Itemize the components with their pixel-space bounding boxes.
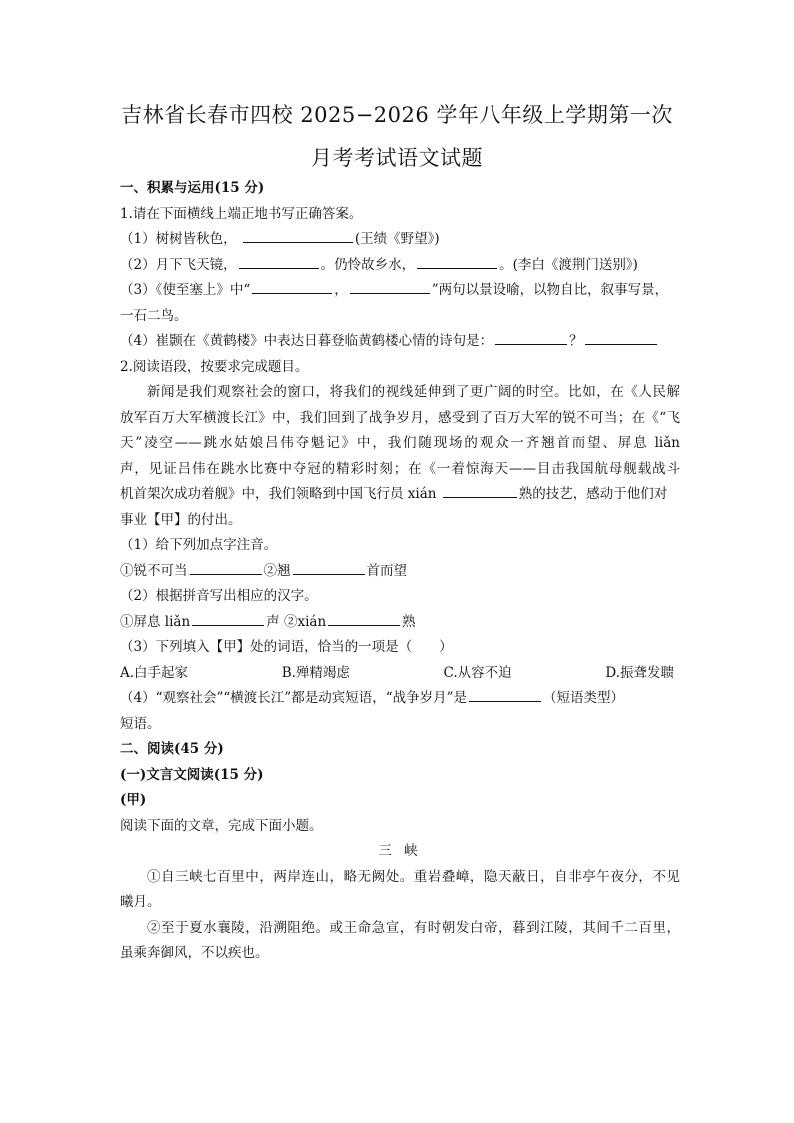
answer-blank[interactable] — [293, 560, 365, 575]
answer-blank[interactable] — [495, 330, 567, 345]
subquestion-4-cont: 短语。 — [120, 715, 161, 732]
answer-blank[interactable] — [252, 279, 332, 294]
subquestion-text: 熟 — [402, 613, 416, 630]
subquestion-text: 声 ②xián — [266, 613, 327, 630]
subquestion-text: 首而望 — [366, 562, 407, 579]
classical-text-line: 虽乘奔御风，不以疾也。 — [120, 945, 269, 961]
subquestion-text: ①屏息 liǎn — [120, 613, 191, 630]
passage-label: (甲) — [120, 792, 147, 808]
passage-line — [120, 482, 680, 508]
passage-text: 熟的技艺，感动于他们对 — [518, 486, 668, 502]
question-text: （2）月下飞天镜， — [120, 256, 237, 273]
passage-line: 放军百万大军横渡长江》中，我们回到了战争岁月，感受到了百万大军的锐不可当；在《“飞 — [120, 409, 680, 426]
choice-options — [120, 661, 680, 687]
answer-blank[interactable] — [350, 279, 430, 294]
subquestion-1-items — [120, 559, 680, 585]
question-1-item-4 — [120, 329, 680, 355]
option-b[interactable]: B.殚精竭虑 — [281, 664, 350, 681]
subquestion-4 — [120, 686, 680, 712]
question-2-title: 2.阅读语段，按要求完成题目。 — [120, 358, 309, 375]
question-text: ？ — [569, 333, 583, 349]
subquestion-text: ①锐不可当 — [120, 562, 188, 579]
passage-title: 三 峡 — [378, 843, 422, 859]
subquestion-2: （2）根据拼音写出相应的汉字。 — [120, 588, 318, 604]
option-d[interactable]: D.振聋发聩 — [605, 664, 674, 681]
question-text: ， — [334, 282, 348, 298]
question-text: （4）崔颢在《黄鹤楼》中表达日暮登临黄鹤楼心情的诗句是： — [120, 333, 494, 349]
subsection-heading: (一)文言文阅读(15 分) — [120, 766, 264, 783]
classical-text-line: ①自三峡七百里中，两岸连山，略无阙处。重岩叠嶂，隐天蔽日，自非亭午夜分，不见 — [147, 868, 680, 885]
option-c[interactable]: C.从容不迫 — [443, 664, 512, 681]
option-a[interactable]: A.白手起家 — [120, 664, 189, 681]
exam-content — [120, 176, 680, 967]
question-text: 。仍怜故乡水， — [320, 256, 416, 273]
question-1-item-3-cont: 一石二鸟。 — [120, 307, 188, 324]
passage-line: 新闻是我们观察社会的窗口，将我们的视线延伸到了更广阔的时空。比如，在《人民解 — [147, 384, 680, 400]
subquestion-2-items — [120, 610, 680, 636]
passage-text: 机首架次成功着舰》中，我们领略到中国飞行员 xián — [120, 486, 441, 502]
question-text: （3）《使至塞上》中“ — [120, 282, 251, 298]
question-source: 。(李白《渡荆门送别》) — [499, 256, 638, 273]
exam-title-line1: 吉林省长春市四校 2025−2026 学年八年级上学期第一次 — [121, 103, 673, 127]
answer-blank[interactable] — [417, 254, 497, 269]
passage-line: 声，见证吕伟在跳水比赛中夺冠的精彩时刻；在《一着惊海天——目击我国航母舰载战斗 — [120, 460, 680, 477]
subquestion-text: ②翘 — [263, 562, 291, 579]
answer-blank[interactable] — [443, 483, 517, 498]
answer-blank[interactable] — [469, 687, 541, 702]
question-1-item-2 — [120, 253, 680, 279]
section-heading: 二、阅读(45 分) — [120, 741, 224, 757]
answer-blank[interactable] — [192, 611, 264, 626]
reading-instruction: 阅读下面的文章，完成下面小题。 — [120, 817, 323, 834]
answer-blank[interactable] — [239, 254, 319, 269]
question-1-title: 1.请在下面横线上端正地书写正确答案。 — [120, 205, 363, 222]
question-text: （1）树树皆秋色， — [120, 231, 237, 247]
classical-text-line: ②至于夏水襄陵，沿溯阻绝。或王命急宣，有时朝发白帝，暮到江陵，其间千二百里， — [147, 919, 680, 936]
answer-blank[interactable] — [585, 330, 657, 345]
question-1-item-3 — [120, 278, 680, 304]
subquestion-text: （4）“观察社会”“横渡长江”都是动宾短语，“战争岁月”是 — [120, 690, 467, 706]
answer-blank[interactable] — [190, 560, 262, 575]
question-text: ”两句以景设喻，以物自比，叙事写景， — [431, 282, 669, 298]
classical-text-line: 曦月。 — [120, 894, 161, 910]
exam-title-line2: 月考考试语文试题 — [311, 146, 483, 170]
subquestion-text: （短语类型） — [543, 690, 624, 706]
question-source: (王绩《野望》) — [354, 231, 440, 247]
passage-line: 天”凌空——跳水姑娘吕伟夺魁记》中，我们随现场的观众一齐翘首而望、屏息 liǎn — [120, 435, 680, 451]
subquestion-3: （3）下列填入【甲】处的词语，恰当的一项是（ ） — [120, 639, 453, 655]
section-heading: 一、积累与运用(15 分) — [120, 180, 265, 196]
passage-line: 事业【甲】的付出。 — [120, 511, 242, 528]
answer-blank[interactable] — [328, 611, 400, 626]
subquestion-1: （1）给下列加点字注音。 — [120, 537, 278, 553]
answer-blank[interactable] — [243, 228, 353, 243]
question-1-item-1 — [120, 227, 680, 253]
